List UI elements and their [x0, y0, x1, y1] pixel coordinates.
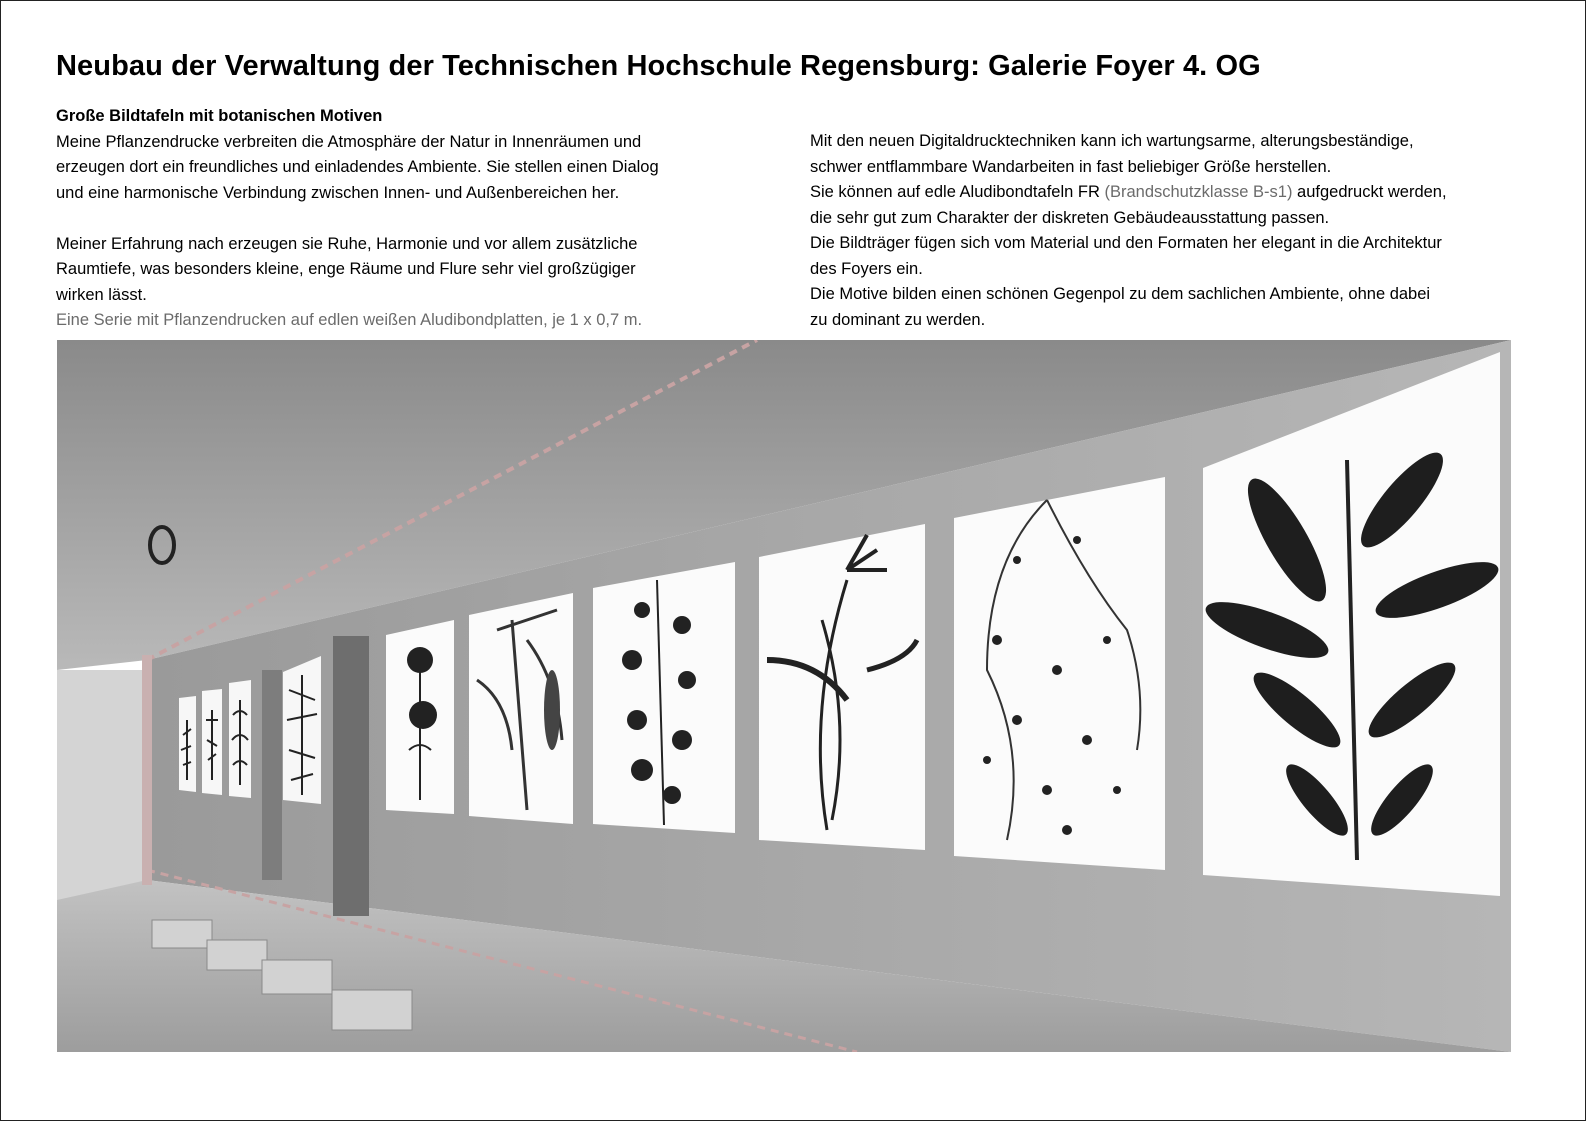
paragraph-line: schwer entflammbare Wandarbeiten in fast beliebiger Größe herstellen.: [810, 157, 1332, 176]
bench: [152, 920, 212, 948]
section-subtitle: Große Bildtafeln mit botanischen Motiven: [56, 107, 383, 125]
paragraph-line: wirken lässt.: [56, 285, 147, 304]
gallery-photo: [57, 340, 1511, 1052]
artwork-panel: [229, 680, 251, 798]
photo-caption: Eine Serie mit Pflanzendrucken auf edlen weißen Aludibondplatten, je 1 x 0,7 m.: [56, 311, 643, 329]
paragraph-line: die sehr gut zum Charakter der diskreten Gebäudeausstattung passen.: [810, 208, 1330, 227]
paragraph-line: Meiner Erfahrung nach erzeugen sie Ruhe, Harmonie und vor allem zusätzliche: [56, 234, 638, 253]
artwork-panel: [759, 524, 925, 850]
paragraph-line: Die Bildträger fügen sich vom Material und den Formaten her elegant in die Architektur: [810, 234, 1442, 252]
fire-class-note: (Brandschutzklasse B-s1): [1104, 183, 1293, 201]
paragraph-gap: [56, 206, 776, 232]
right-text-column: [810, 129, 1550, 333]
pillar: [262, 670, 282, 880]
bench: [262, 960, 332, 994]
artwork-panel: [469, 593, 573, 824]
paragraph-line: Die Motive bilden einen schönen Gegenpol zu dem sachlichen Ambiente, ohne dabei: [810, 285, 1431, 303]
pillar: [333, 636, 369, 916]
paragraph-line: Meine Pflanzendrucke verbreiten die Atmosphäre der Natur in Innenräumen und: [56, 132, 642, 151]
bench: [207, 940, 267, 970]
left-text-column: [56, 104, 776, 334]
pillar: [142, 655, 152, 885]
paragraph-line: zu dominant zu werden.: [810, 310, 986, 329]
artwork-panel: [386, 620, 454, 814]
artwork-panel: [283, 656, 321, 804]
artwork-panel: [179, 696, 196, 792]
artwork-panel: [593, 562, 735, 833]
text-span: Sie können auf edle Aludibondtafeln FR: [810, 183, 1105, 201]
paragraph-line: Mit den neuen Digitaldrucktechniken kann ich wartungsarme, alterungsbeständige,: [810, 132, 1414, 150]
paragraph-line: Raumtiefe, was besonders kleine, enge Räume und Flure sehr viel großzügiger: [56, 260, 636, 278]
bench: [332, 990, 412, 1030]
artwork-panel: [202, 689, 222, 795]
paragraph-line: und eine harmonische Verbindung zwischen Innen- und Außenbereichen her.: [56, 183, 620, 202]
paragraph-line: des Foyers ein.: [810, 259, 923, 278]
gallery-photo-icon: [57, 340, 1511, 1052]
paragraph-line: erzeugen dort ein freundliches und einladendes Ambiente. Sie stellen einen Dialog: [56, 158, 659, 176]
page-title: Neubau der Verwaltung der Technischen Hochschule Regensburg: Galerie Foyer 4. OG: [56, 50, 1261, 82]
paragraph-line: [810, 180, 1550, 206]
artwork-panel: [954, 477, 1165, 870]
text-span: aufgedruckt werden,: [1292, 183, 1447, 201]
